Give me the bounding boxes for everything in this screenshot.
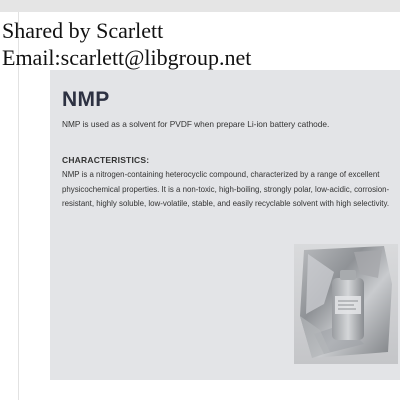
product-photo <box>294 244 398 364</box>
email-text: Email:scarlett@libgroup.net <box>2 45 252 70</box>
characteristics-heading: CHARACTERISTICS: <box>62 155 150 165</box>
product-panel <box>50 70 400 380</box>
top-strip <box>0 0 400 12</box>
shared-by-text: Shared by Scarlett <box>2 18 164 43</box>
characteristics-body: NMP is a nitrogen-containing heterocyclic compound, characterized by a range of excellent physicochemical properties. It is a non-toxic, high-boiling, strongly polar, low-acidic, corrosion-resistant, highly soluble, low-volatile, stable, and easily recyclable solvent with high selectivity. <box>62 170 390 208</box>
product-subtitle: NMP is used as a solvent for PVDF when prepare Li-ion battery cathode. <box>62 119 330 129</box>
foil-bag-image <box>294 244 398 364</box>
product-title: NMP <box>62 88 110 111</box>
